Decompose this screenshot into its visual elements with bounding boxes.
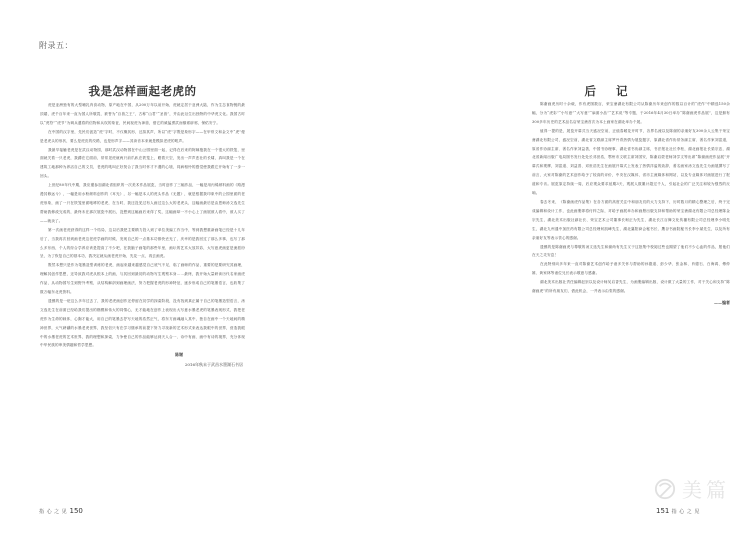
watermark-text: 美篇 (682, 478, 730, 502)
editor-signature: ——编者 (714, 299, 730, 305)
paragraph: 上世纪80年代中期，我应邀参加湖北省组织的一次美术作品展览，当时创作了三幅作品，一幅是用丙烯颜料画的《路漫漫其修远兮》，一幅是用水粉颜料创作的《耳光》，另一幅是本人的虎头作品《无题》，就是根据我印象中的公园里面的老虎形象，画了一只在铁笼里面咆哮的老虎，在当时，我还没见过有人画过这么大的老虎头，这幅画最后是由恩师汤文选先生帮助我修改完成的，最终未在那次展览中展出，没想到这幅画后来得了奖，这幅画却一不小心上了画展被人看中，被人买了——就卖了。 (40, 183, 245, 223)
page-footer-left (39, 507, 83, 515)
magazine-logo: 指 心 之 见 (671, 509, 700, 515)
article-title: 我是怎样画起老虎的 (88, 84, 197, 98)
article-body (40, 101, 245, 370)
paragraph: 虎是亚洲独有的大型哺乳肉食动物，原产地在中国，从200万年以前开始，虎就定居于亚洲大陆，作为生态食物链的最顶端，虎千百年来一直为国人所敬畏，被誉为“百兽之王”，古称“山君”“圣兽”，并由此衍生出独特的中华虎文化。我国古时以“虎符”“虎节”为调兵遣将的信物和兵权的象征，民间视虎为神兽，借它的威猛勇武而镇邪辟邪，保佑安宁。 (40, 103, 245, 125)
afterword-title: 后 记 (584, 84, 636, 98)
paragraph: 在中国的汉字里，先民们创造“虎”字时，不仅概其形，还拟其声，所以“虎”字既是象形字——在甲骨文和金文中“虎”便是老虎头的形状，要么是虎皮的纹路，也是形声字——其读音本来就是模拟老虎的吼声。 (40, 129, 245, 143)
magazine-logo: 指 心 之 见 (39, 509, 68, 515)
signature-date: 2016年秋末于武昌水墨湖石书居 (184, 362, 243, 368)
paragraph: 既然本想只是作为笔墨造型训练的老虎，画起来越来越感觉自己底气不足，临了画师的作品，重要的是要研究其画理，理解其创作思想，还导致我对虎从根本上的画，与其回到最初的动物写生观察本身……最终，我开始大量研读历代名家画虎作品，从动物园写生到野外考察，从结构解剖到画理画法，努力把握老虎的形神特征，逐步形成自己的笔墨语言，也收集了数万幅东北虎资料。 (40, 263, 245, 295)
signature-name: 陈谢 (175, 352, 183, 358)
appendix-label: 附录五： (39, 41, 73, 50)
paragraph: 春去冬来，《陈谢画虎作品集》在各方面的高度关注中和朋友们的大力支持下，历时数月的精心整理之后，终于完成编辑和设计工作，也此画册即将付梓之际，对给予画展举办和画册出版支持和帮助的荣宝斋湖北有限公司总经理陈金宗先生，湖北美术出版社副社长、荣宝艺术公司董事长柯正为先生，湖北长江百舞文化传播有限公司总经理李小明先生，湖北九州通中加医药有限公司总经理何凯峰先生，湖北襄阳商会秘书长、鹰谷书画院秘书长李小斌先生，以及所有亲朋好友等表示衷心的感谢。 (532, 199, 730, 240)
page-footer-right (656, 507, 700, 515)
afterword-body (532, 100, 730, 310)
paragraph: 遗憾的是陈谢画虎与尊敬的汤文选先生和谢尚有先生又于这批集中校阅过些也期望了他们不少心血的作品，愿他们在天之灵安息！ (532, 244, 730, 258)
paragraph: 第一次画老虎获得的这样一个结局，这以后我把主要精力投入到了单位美编工作当中，等到我想重新画笔已经是十几年后了，当我再次回到画老虎这老虎学画的时候，发现自己的一点基本功都快丢光了，庆幸的是我回过了那么多事，也写了那么多东西，个人的综合学养应该是提高了不少吧，在我脑子画笔的那些年里，画坛的艺术大放异彩，大写意虎画更是流派纷呈，为了恢复自己的基本功，我决定就从画老虎开始，先花一点，再去画虎。 (40, 227, 245, 259)
paragraph: 我最早接触老虎是在武汉动物园，那时武汉动物园在中山公园里面一起，记得在后来的阿姨抱我在一个很大的铁笼，里面就关着一只老虎，我蹲在它面前，常常见虎就两只前爪趴在铁笼上，瞪着天空，发出一声声悲壮的长啸，真叫我是一个在建筑工地那种为养活自己的文员，老虎的吼叫正好契合了我当时怀才不遇的心境，同病相怜的感觉使我跟它开始有了一步一回头。 (40, 147, 245, 179)
paragraph: 陈谢画虎历时十余载，作有虎图数百，荣宝斋湖北有限公司从陈谢历年来创作的数以百计的“虎作”中精选150余幅，分为“虎彩”“小写意”“大写意”“扇面小品”“艺术说”等专题，于2016年4月30日举办“陈谢画虎作品展”，这是拥有300多年历史的艺术品名店荣宝斋首次为本土画家在湖北举办个展。 (532, 102, 730, 124)
right-page (375, 0, 750, 536)
paragraph: 在此特别向多年来一直对陈谢艺术创作给予诸多关怀与帮助的孙德道、彭少华、张金林、肖德石、白海鸿、傅仲雄、黄家林等诸位兄长表示敬意与感谢。 (532, 262, 730, 276)
page-number: 151 (656, 507, 670, 515)
meipian-logo-icon (654, 478, 676, 500)
watermark (654, 474, 730, 503)
paragraph: 遗憾的是一眨这么多年过去了，我的老虎画创作还停留在初学的探索阶段，没有找到真正属于自己的笔墨造型语言，汤文选先生在前面已经给我们提出的楷模和伟大的同情心，无才能地在创作上表现出大写意水墨老虎的笔墨表现形式，我把老虎作为生命的载体，心胸才能大，用自己的笔墨去抒写天地的浩然正气，将东方画魂融入其中，独自在画中一个天地间的精神世界，大气磅礴的水墨老虎世界，我坚信只有在学习继承的前提下努力寻找新的艺术形式来表达我眼中的世界，营造我眼中的水墨老虎的艺术世界，我的理想和探索，力争使自己的作品能够达到天人合一、诗中有画、画中有诗的境界，充分体现中华民族的审美情趣和哲学思想。 (40, 298, 245, 348)
paragraph: 湖北美术出版社责任编辑赵崇以及设计师吴启香先生，为画册编辑出版、设计做了大量的工作，对于关心和支持“陈谢画虎”的所有朋友们，借此机会，一并表示由衷的感谢。 (532, 280, 730, 294)
paragraph: 值得一提的是，展览开幕式当天盛况空前，正值春暖花开时节，各界名流以及陈谢的亲朋好友300余人云集于荣宝斋湖北有限公司，盛况空前，湖北省文联副主席罗丹青热情为展览题字，原湖北省作协常务副主席、著名作家刘富道，原省作协副主席、著名作家刘益善，中国书协理事、湖北省书协副主席，书法报社社长李松，湖北画报社长梁宗忠，湖北省新闻出版广电局图书发行处处长邓世浩，鄂州市文联主席刘国安，陈谢启蒙老师刘学文等出席“陈谢画虎作品展”开幕式和观摩，刘富道、刘益善、邓世浩先生在画展开幕式上发表了热情洋溢的致辞，著名画家汤文选先生为画展撰写了前言，大家对陈谢的艺术创作给予了较高的评价，中央在汉媒体，省市主流媒体和网站，以及专业媒体对画展进行了报道和专访。展览原定持续一周，后应观众要求延期3天，观展人数累计超过千人，引起社会的广泛关注和较为强烈的反响。 (532, 128, 730, 196)
page-number: 150 (69, 507, 83, 515)
